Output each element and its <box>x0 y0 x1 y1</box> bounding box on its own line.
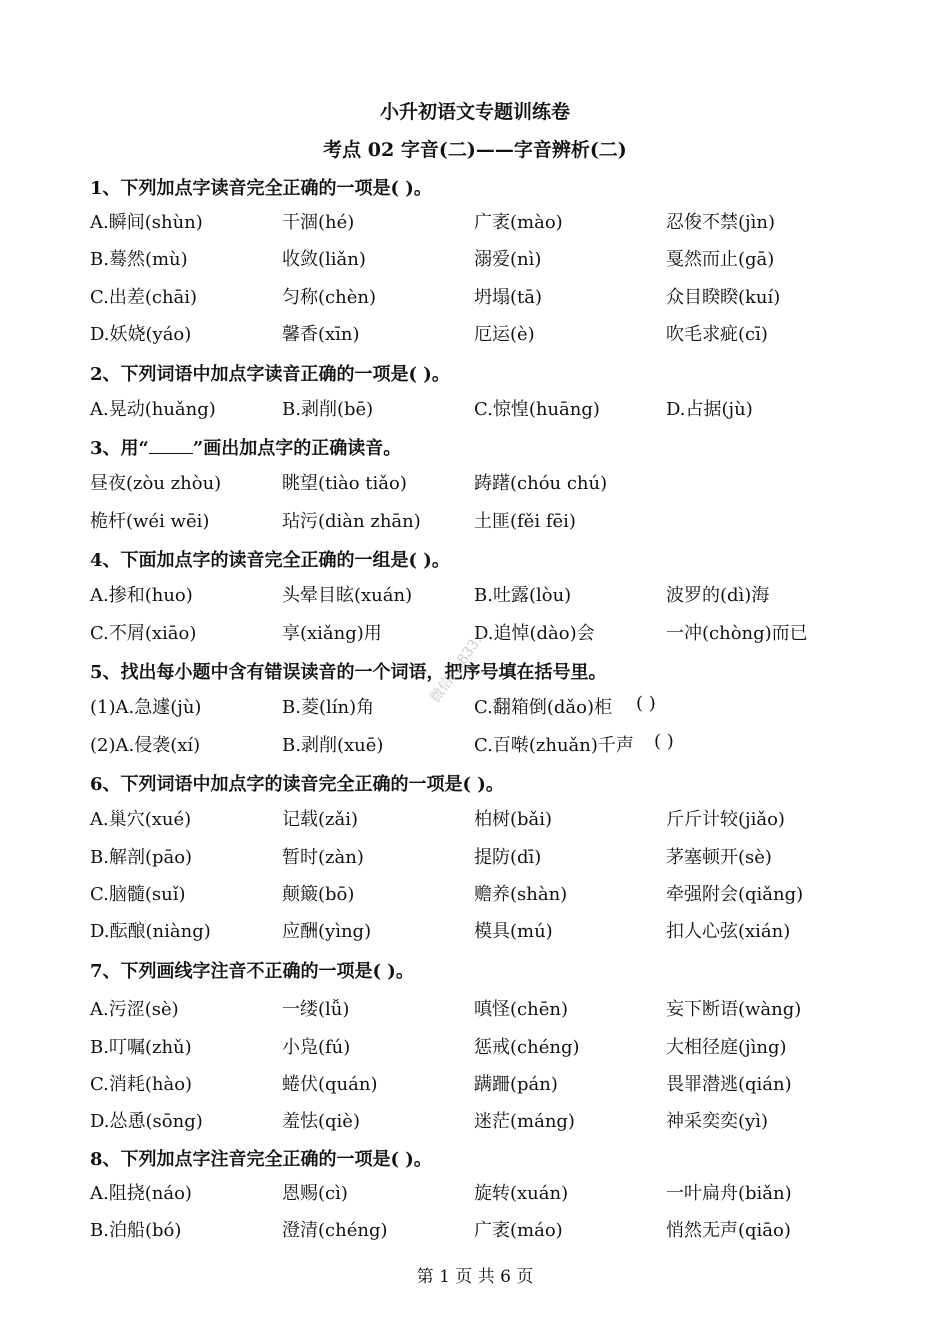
question-2-option-row <box>90 395 870 425</box>
option-cell: 头晕目眩(xuán) <box>282 585 413 606</box>
option-cell: C.惊惶(huāng) <box>474 399 600 420</box>
option-cell: C.翻箱倒(dǎo)柜 <box>474 697 612 718</box>
option-cell: 旋转(xuán) <box>474 1183 569 1204</box>
option-cell: 昼夜(zòu zhòu) <box>90 473 222 494</box>
option-cell: 悄然无声(qiāo) <box>666 1220 791 1241</box>
option-cell: 厄运(è) <box>474 324 535 345</box>
question-6-option-row-a <box>90 805 870 835</box>
question-3-option-row-2 <box>90 507 870 537</box>
option-cell: 斤斤计较(jiǎo) <box>666 809 785 830</box>
option-cell: 迷茫(máng) <box>474 1111 575 1132</box>
question-5-option-row-1 <box>90 693 870 723</box>
option-cell: 踌躇(chóu chú) <box>474 473 608 494</box>
option-cell: 波罗的(dì)海 <box>666 585 770 606</box>
option-cell: 馨香(xīn) <box>282 324 360 345</box>
question-1-option-row-c <box>90 283 870 313</box>
question-7-option-row-c <box>90 1070 870 1100</box>
question-8-option-row-a <box>90 1179 870 1209</box>
option-cell: 众目睽睽(kuí) <box>666 287 781 308</box>
option-cell: 享(xiǎng)用 <box>282 623 382 644</box>
option-cell: A.掺和(huo) <box>90 585 193 606</box>
question-7-option-row-d <box>90 1107 870 1137</box>
option-cell: 模具(mú) <box>474 921 553 942</box>
question-3-prompt <box>90 434 401 460</box>
option-cell: B.剥削(xuē) <box>282 735 384 756</box>
option-cell: 赡养(shàn) <box>474 884 568 905</box>
question-3-prompt-end: ”画出加点字的正确读音。 <box>192 438 402 459</box>
option-cell: (2)A.侵袭(xí) <box>90 735 201 756</box>
option-cell: 扣人心弦(xián) <box>666 921 791 942</box>
option-cell: 玷污(diàn zhān) <box>282 511 421 532</box>
option-cell: A.瞬间(shùn) <box>90 212 203 233</box>
option-cell: 记载(zǎi) <box>282 809 359 830</box>
option-cell: A.晃动(huǎng) <box>90 399 216 420</box>
option-cell: A.污涩(sè) <box>90 999 179 1020</box>
option-cell: B.菱(lín)角 <box>282 697 375 718</box>
option-cell: 土匪(fěi fēi) <box>474 511 576 532</box>
option-cell: 应酬(yìng) <box>282 921 372 942</box>
option-cell: 恩赐(cì) <box>282 1183 348 1204</box>
option-cell: 暂时(zàn) <box>282 847 364 868</box>
option-cell: D.怂恿(sōng) <box>90 1111 203 1132</box>
question-6-option-row-b <box>90 843 870 873</box>
option-cell: 一缕(lǚ) <box>282 999 350 1020</box>
option-cell: 戛然而止(gā) <box>666 249 775 270</box>
question-5-prompt: 5、找出每小题中含有错误读音的一个词语，把序号填在括号里。 <box>90 662 607 683</box>
answer-parentheses: ( ) <box>654 731 674 752</box>
option-cell: 大相径庭(jìng) <box>666 1037 787 1058</box>
option-cell: D.妖娆(yáo) <box>90 324 192 345</box>
option-cell: A.巢穴(xué) <box>90 809 192 830</box>
option-cell: 羞怯(qiè) <box>282 1111 360 1132</box>
question-3-option-row-1 <box>90 469 870 499</box>
option-cell: 溺爱(nì) <box>474 249 542 270</box>
option-cell: 干涸(hé) <box>282 212 355 233</box>
option-cell: B.叮嘱(zhǔ) <box>90 1037 192 1058</box>
question-3-prompt-start: 3、用“ <box>90 438 149 459</box>
option-cell: C.出差(chāi) <box>90 287 198 308</box>
question-5-option-row-2 <box>90 731 870 761</box>
option-cell: C.脑髓(suǐ) <box>90 884 186 905</box>
option-cell: 小凫(fú) <box>282 1037 351 1058</box>
question-4-option-row-1 <box>90 581 870 611</box>
option-cell: A.阻挠(náo) <box>90 1183 192 1204</box>
option-cell: 坍塌(tā) <box>474 287 543 308</box>
option-cell: C.百啭(zhuǎn)千声 <box>474 735 634 756</box>
question-7-prompt: 7、下列画线字注音不正确的一项是( )。 <box>90 961 414 982</box>
option-cell: 茅塞顿开(sè) <box>666 847 772 868</box>
option-cell: 惩戒(chéng) <box>474 1037 580 1058</box>
option-cell: 一叶扁舟(biǎn) <box>666 1183 792 1204</box>
question-8-option-row-b <box>90 1216 870 1246</box>
option-cell: 收敛(liǎn) <box>282 249 366 270</box>
option-cell: 畏罪潜逃(qián) <box>666 1074 792 1095</box>
option-cell: 牵强附会(qiǎng) <box>666 884 804 905</box>
option-cell: D.追悼(dào)会 <box>474 623 595 644</box>
option-cell: 澄清(chéng) <box>282 1220 388 1241</box>
answer-blank-line <box>149 439 193 454</box>
option-cell: 匀称(chèn) <box>282 287 376 308</box>
option-cell: 桅杆(wéi wēi) <box>90 511 210 532</box>
option-cell: 广袤(máo) <box>474 1220 563 1241</box>
option-cell: C.不屑(xiāo) <box>90 623 197 644</box>
option-cell: B.解剖(pāo) <box>90 847 193 868</box>
option-cell: 忍俊不禁(jìn) <box>666 212 775 233</box>
option-cell: B.蓦然(mù) <box>90 249 188 270</box>
page-subtitle: 考点 02 字音(二)——字音辨析(二) <box>323 139 627 161</box>
page-title: 小升初语文专题训练卷 <box>379 101 570 123</box>
question-1-option-row-a <box>90 208 870 238</box>
option-cell: (1)A.急遽(jù) <box>90 697 202 718</box>
option-cell: C.消耗(hào) <box>90 1074 193 1095</box>
option-cell: B.剥削(bē) <box>282 399 374 420</box>
question-6-prompt: 6、下列词语中加点字的读音完全正确的一项是( )。 <box>90 774 504 795</box>
option-cell: D.酝酿(niàng) <box>90 921 211 942</box>
question-6-option-row-c <box>90 880 870 910</box>
question-7-option-row-a <box>90 995 870 1025</box>
question-2-prompt: 2、下列词语中加点字读音正确的一项是( )。 <box>90 364 450 385</box>
question-4-prompt: 4、下面加点字的读音完全正确的一组是( )。 <box>90 550 450 571</box>
option-cell: 蹒跚(pán) <box>474 1074 558 1095</box>
question-1-prompt: 1、下列加点字读音完全正确的一项是( )。 <box>90 178 432 199</box>
option-cell: 提防(dī) <box>474 847 542 868</box>
question-8-prompt: 8、下列加点字注音完全正确的一项是( )。 <box>90 1149 432 1170</box>
option-cell: 嗔怪(chēn) <box>474 999 568 1020</box>
watermark: 微信:…833… <box>427 625 491 706</box>
question-1-option-row-b <box>90 245 870 275</box>
option-cell: D.占据(jù) <box>666 399 753 420</box>
option-cell: 颠簸(bō) <box>282 884 355 905</box>
page-footer: 第 1 页 共 6 页 <box>416 1267 534 1287</box>
option-cell: 广袤(mào) <box>474 212 563 233</box>
question-6-option-row-d <box>90 917 870 947</box>
question-1-option-row-d <box>90 320 870 350</box>
option-cell: 眺望(tiào tiǎo) <box>282 473 407 494</box>
option-cell: 柏树(bǎi) <box>474 809 553 830</box>
option-cell: 神采奕奕(yì) <box>666 1111 768 1132</box>
option-cell: 妄下断语(wàng) <box>666 999 802 1020</box>
option-cell: 吹毛求疵(cī) <box>666 324 768 345</box>
option-cell: B.泊船(bó) <box>90 1220 182 1241</box>
option-cell: 蜷伏(quán) <box>282 1074 378 1095</box>
answer-parentheses: ( ) <box>636 693 656 714</box>
question-7-option-row-b <box>90 1033 870 1063</box>
option-cell: 一冲(chòng)而已 <box>666 623 808 644</box>
option-cell: B.吐露(lòu) <box>474 585 572 606</box>
